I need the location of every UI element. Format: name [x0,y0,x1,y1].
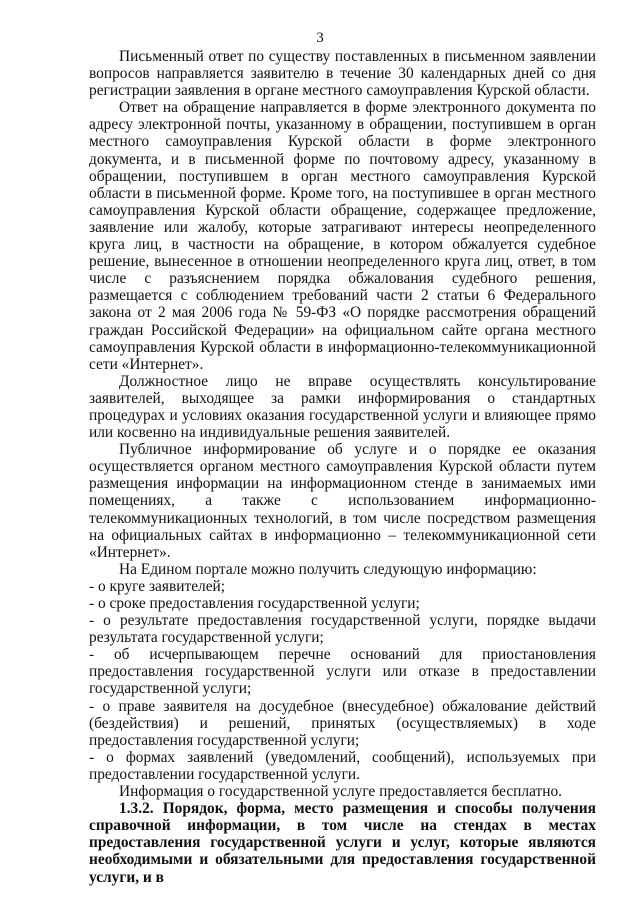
paragraph-free-info: Информация о государственной услуге предоставляется бесплатно. [119,783,563,801]
paragraph-written-response: Письменный ответ по существу поставленных в письменном заявлении вопросов направляется заявителю в течение 30 календарных дней со дня регистрации заявления в органе местного самоуправления Курской области. [89,48,596,100]
list-item: - о сроке предоставления государственной услуги; [89,595,420,612]
paragraph-public-informing: Публичное информирование об услуге и о порядке ее оказания осуществляется органом местного самоуправления Курской области путем размещения информации на информационном стенде в занимаемых ими помещениях, а также с использованием информационно-телекоммуникационных технологий, в том числе посредством размещения на официальных сайтах в информационно – телекоммуникационной сети «Интернет». [89,441,596,561]
section-heading: 1.3.2. Порядок, форма, место размещения и способы получения справочной информации, в том числе на стендах в местах предоставления государственной услуги и услуг, которые являются необходимыми и обязательными для предоставления государственной услуги, и в [89,800,596,886]
list-item: - о результате предоставления государственной услуги, порядке выдачи результата государственной услуги; [89,612,596,647]
list-item: - о праве заявителя на досудебное (внесудебное) обжалование действий (бездействия) и решений, принятых (осуществляемых) в ходе предоставления государственной услуги; [89,697,596,749]
page-number: 3 [316,30,324,46]
paragraph-consultation-limits: Должностное лицо не вправе осуществлять консультирование заявителей, выходящее за рамки информирования о стандартных процедурах и условиях оказания государственной услуги и влияющее прямо или косвенно на индивидуальные решения заявителей. [89,372,596,442]
list-item: - о формах заявлений (уведомлений, сообщений), используемых при предоставлении государственной услуги. [89,748,596,783]
list-item: - об исчерпывающем перечне оснований для приостановления предоставления государственной услуги или отказе в предоставлении государственной услуги; [89,646,596,698]
portal-info-intro: На Едином портале можно получить следующую информацию: [119,560,537,578]
list-item: - о круге заявителей; [89,577,226,595]
paragraph-response-delivery: Ответ на обращение направляется в форме электронного документа по адресу электронной почты, указанному в обращении, поступившем в орган местного самоуправления Курской области в форме электронного документа, и в письменной форме по почтовому адресу, указанному в обращении, поступившем в орган местного самоуправления Курской области в письменной форме. Кроме того, на поступившее в орган местного самоуправления Курской области обращение, содержащее предложение, заявление или жалобу, которые затрагивают интересы неопределенного круга лиц, в частности на обращение, в котором обжалуется судебное решение, вынесенное в отношении неопределенного круга лиц, ответ, в том числе с разъяснением порядка обжалования судебного решения, размещается с соблюдением требований части 2 статьи 6 Федерального закона от 2 мая 2006 года № 59-ФЗ «О порядке рассмотрения обращений граждан Российской Федерации» на официальном сайте органа местного самоуправления Курской области в информационно-телекоммуникационной сети «Интернет». [89,99,596,373]
document-body [89,48,596,886]
